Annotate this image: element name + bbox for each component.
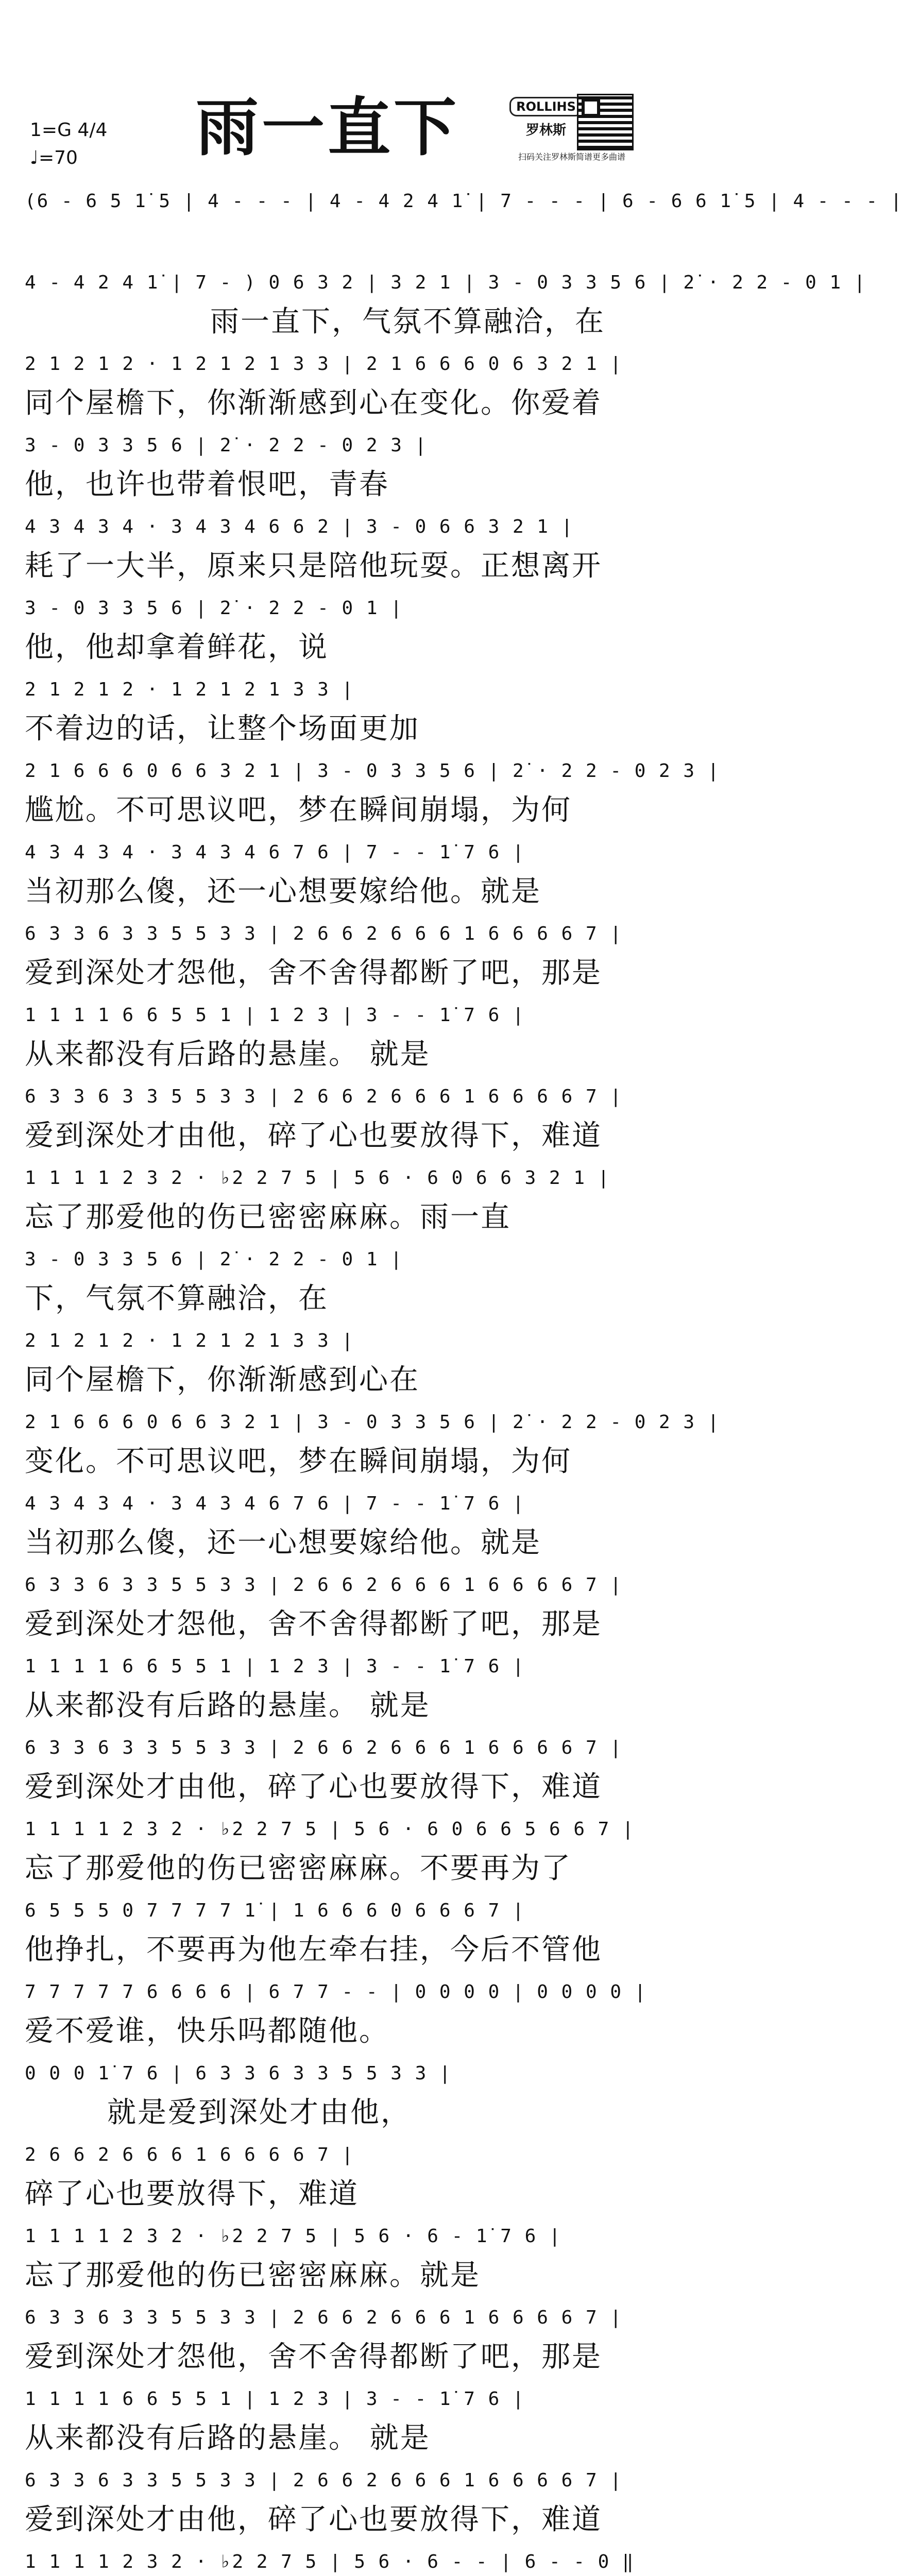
notation-line: 4 3 4 3 4 · 3 4 3 4 6 6 2 | 3 - 0 6 6 3 2 1 |: [25, 516, 574, 537]
notation-line: 6 3 3 6 3 3 5 5 3 3 | 2 6 6 2 6 6 6 1 6 6 6 6 7 |: [25, 1574, 623, 1596]
notation-line: 1 1 1 1 2 3 2 · ♭2 2 7 5 | 5 6 · 6 0 6 6 3 2 1 |: [25, 1167, 610, 1189]
qr-code-icon: [577, 94, 634, 150]
notation-line: 3 - 0 3 3 5 6 | 2̇ · 2 2 - 0 2 3 |: [25, 435, 428, 456]
notation-line: 2 1 6 6 6 0 6 6 3 2 1 | 3 - 0 3 3 5 6 | 2̇ · 2 2 - 0 2 3 |: [25, 1412, 720, 1433]
notation-line: 4 3 4 3 4 · 3 4 3 4 6 7 6 | 7 - - 1̇ 7 6 |: [25, 842, 525, 863]
lyric-line: 忘了那爱他的伤已密密麻麻。不要再为了: [25, 1852, 572, 1885]
notation-line: 1 1 1 1 6 6 5 5 1 | 1 2 3 | 3 - - 1̇ 7 6 |: [25, 2388, 525, 2410]
notation-line: 0 0 0 1̇ 7 6 | 6 3 3 6 3 3 5 5 3 3 |: [25, 2063, 452, 2084]
lyric-line: 从来都没有后路的悬崖。 就是: [25, 1038, 431, 1071]
notation-line: 3 - 0 3 3 5 6 | 2̇ · 2 2 - 0 1 |: [25, 598, 403, 619]
lyric-line: 尴尬。不可思议吧，梦在瞬间崩塌，为何: [25, 793, 572, 827]
notation-line: (6 - 6 5 1̇ 5 | 4 - - - | 4 - 4 2 4 1̇ | 7 - - - | 6 - 6 6 1̇ 5 | 4 - - - |: [25, 191, 903, 212]
notation-line: 2 1 2 1 2 · 1 2 1 2 1 3 3 |: [25, 1330, 354, 1351]
lyric-line: 爱到深处才怨他，舍不舍得都断了吧，那是: [25, 1607, 602, 1641]
notation-line: 2 1 2 1 2 · 1 2 1 2 1 3 3 |: [25, 679, 354, 700]
lyric-line: 雨一直下，气氛不算融洽，在: [210, 305, 605, 338]
notation-line: 3 - 0 3 3 5 6 | 2̇ · 2 2 - 0 1 |: [25, 1249, 403, 1270]
lyric-line: 从来都没有后路的悬崖。 就是: [25, 1689, 431, 1722]
notation-line: 6 3 3 6 3 3 5 5 3 3 | 2 6 6 2 6 6 6 1 6 6 6 6 7 |: [25, 2307, 623, 2328]
notation-line: 4 3 4 3 4 · 3 4 3 4 6 7 6 | 7 - - 1̇ 7 6 |: [25, 1493, 525, 1514]
notation-line: 6 3 3 6 3 3 5 5 3 3 | 2 6 6 2 6 6 6 1 6 6 6 6 7 |: [25, 2470, 623, 2491]
notation-line: 7 7 7 7 7 6 6 6 6 | 6 7 7 - - | 0 0 0 0 | 0 0 0 0 |: [25, 1981, 647, 2003]
notation-line: 1 1 1 1 6 6 5 5 1 | 1 2 3 | 3 - - 1̇ 7 6 |: [25, 1656, 525, 1677]
lyric-line: 碎了心也要放得下，难道: [25, 2177, 359, 2211]
brand-logo: ROLLIHS: [509, 97, 583, 116]
lyric-line: 忘了那爱他的伤已密密麻麻。雨一直: [25, 1200, 511, 1234]
lyric-line: 下，气氛不算融洽，在: [25, 1282, 329, 1315]
lyric-line: 爱到深处才怨他，舍不舍得都断了吧，那是: [25, 956, 602, 990]
lyric-line: 他，他却拿着鲜花，说: [25, 631, 329, 664]
notation-line: 6 3 3 6 3 3 5 5 3 3 | 2 6 6 2 6 6 6 1 6 6 6 6 7 |: [25, 1737, 623, 1758]
song-title: 雨一直下: [196, 91, 459, 164]
notation-line: 6 5 5 5 0 7 7 7 7 1̇ | 1 6 6 6 0 6 6 6 7 |: [25, 1900, 525, 1921]
lyric-line: 忘了那爱他的伤已密密麻麻。就是: [25, 2259, 481, 2292]
lyric-line: 他，也许也带着恨吧，青春: [25, 468, 389, 501]
lyric-line: 爱不爱谁，快乐吗都随他。: [25, 2014, 389, 2048]
tempo-marking: ♩=70: [30, 147, 78, 168]
notation-line: 4 - 4 2 4 1̇ | 7 - ) 0 6 3 2 | 3 2 1 | 3 - 0 3 3 5 6 | 2̇ · 2 2 - 0 1 |: [25, 272, 866, 293]
lyric-line: 从来都没有后路的悬崖。 就是: [25, 2421, 431, 2455]
lyric-line: 爱到深处才由他，碎了心也要放得下，难道: [25, 1770, 602, 1804]
lyric-line: 当初那么傻，还一心想要嫁给他。就是: [25, 875, 541, 908]
notation-line: 2 6 6 2 6 6 6 1 6 6 6 6 7 |: [25, 2144, 354, 2165]
notation-line: 2 1 6 6 6 0 6 6 3 2 1 | 3 - 0 3 3 5 6 | 2̇ · 2 2 - 0 2 3 |: [25, 760, 720, 782]
lyric-line: 就是爱到深处才由他，: [107, 2096, 411, 2129]
notation-line: 1 1 1 1 2 3 2 · ♭2 2 7 5 | 5 6 · 6 - 1̇ 7 6 |: [25, 2226, 561, 2247]
lyric-line: 同个屋檐下，你渐渐感到心在变化。你爱着: [25, 386, 602, 420]
notation-line: 1 1 1 1 6 6 5 5 1 | 1 2 3 | 3 - - 1̇ 7 6 |: [25, 1005, 525, 1026]
lyric-line: 爱到深处才由他，碎了心也要放得下，难道: [25, 1119, 602, 1153]
key-signature: 1=G 4/4: [30, 120, 108, 141]
notation-line: 6 3 3 6 3 3 5 5 3 3 | 2 6 6 2 6 6 6 1 6 6 6 6 7 |: [25, 923, 623, 944]
notation-line: 1 1 1 1 2 3 2 · ♭2 2 7 5 | 5 6 · 6 - - | 6 - - 0 ‖: [25, 2551, 635, 2572]
notation-line: 1 1 1 1 2 3 2 · ♭2 2 7 5 | 5 6 · 6 0 6 6 5 6 6 7 |: [25, 1819, 635, 1840]
brand-tagline: 扫码关注罗林斯简谱更多曲谱: [518, 152, 625, 162]
lyric-line: 不着边的话，让整个场面更加: [25, 712, 420, 745]
lyric-line: 耗了一大半，原来只是陪他玩耍。正想离开: [25, 549, 602, 583]
lyric-line: 爱到深处才怨他，舍不舍得都断了吧，那是: [25, 2340, 602, 2374]
lyric-line: 同个屋檐下，你渐渐感到心在: [25, 1363, 420, 1397]
notation-line: 6 3 3 6 3 3 5 5 3 3 | 2 6 6 2 6 6 6 1 6 6 6 6 7 |: [25, 1086, 623, 1107]
lyric-line: 他挣扎，不要再为他左牵右挂，今后不管他: [25, 1933, 602, 1967]
brand-name: 罗林斯: [525, 123, 566, 138]
notation-line: 2 1 2 1 2 · 1 2 1 2 1 3 3 | 2 1 6 6 6 0 6 3 2 1 |: [25, 353, 623, 375]
lyric-line: 变化。不可思议吧，梦在瞬间崩塌，为何: [25, 1445, 572, 1478]
brand-block: [505, 97, 587, 139]
lyric-line: 爱到深处才由他，碎了心也要放得下，难道: [25, 2503, 602, 2536]
lyric-line: 当初那么傻，还一心想要嫁给他。就是: [25, 1526, 541, 1560]
